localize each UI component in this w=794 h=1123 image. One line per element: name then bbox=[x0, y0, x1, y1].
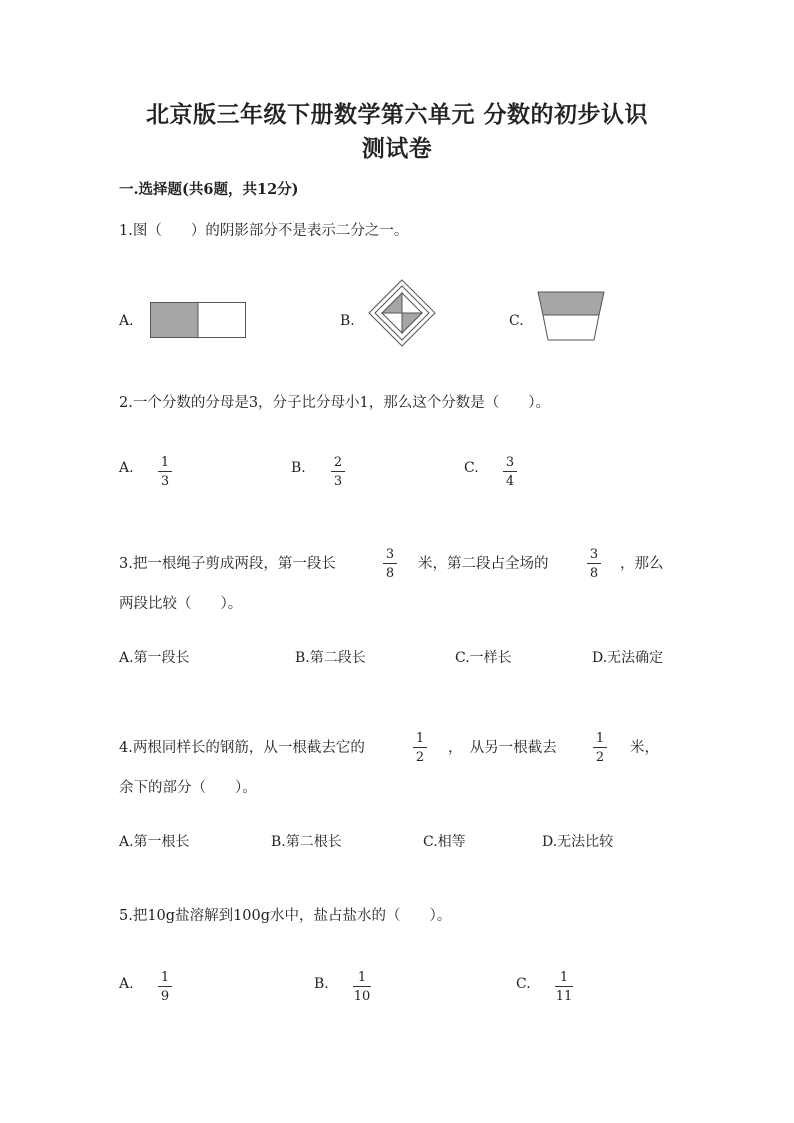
denominator: 8 bbox=[589, 566, 599, 581]
q4-option-a: A.第一根长 bbox=[119, 834, 190, 850]
q2-option-c-label: C. bbox=[464, 460, 479, 476]
q3-option-d: D.无法确定 bbox=[592, 650, 664, 666]
q3-fraction-1 bbox=[383, 548, 397, 580]
q4-option-c: C.相等 bbox=[423, 834, 466, 850]
denominator: 10 bbox=[353, 989, 371, 1004]
denominator: 3 bbox=[333, 474, 343, 489]
q3-option-a: A.第一段长 bbox=[119, 650, 190, 666]
question-3-text-b: 米，第二段占全场的 bbox=[418, 556, 549, 572]
q5-option-b-fraction bbox=[353, 971, 371, 1003]
question-5-text: 5.把10g盐溶解到100g水中，盐占盐水的（ ）。 bbox=[119, 908, 452, 924]
denominator: 9 bbox=[160, 989, 170, 1004]
q4-option-b: B.第二根长 bbox=[271, 834, 342, 850]
q2-option-c-fraction bbox=[503, 456, 517, 488]
q4-fraction-2 bbox=[593, 732, 607, 764]
q4-fraction-1 bbox=[413, 732, 427, 764]
q2-option-a-fraction bbox=[158, 456, 172, 488]
numerator: 1 bbox=[160, 970, 170, 985]
q5-option-c-label: C. bbox=[516, 976, 531, 992]
shaded-half bbox=[151, 303, 199, 338]
q1-option-b-label: B. bbox=[340, 313, 355, 329]
denominator: 11 bbox=[555, 989, 573, 1004]
numerator: 3 bbox=[385, 547, 395, 562]
q3-fraction-2 bbox=[587, 548, 601, 580]
q1-option-a-figure bbox=[150, 302, 246, 338]
question-3-text-c: ，那么 bbox=[620, 556, 664, 572]
page-subtitle: 测试卷 bbox=[361, 135, 433, 162]
question-3-text-a: 3.把一根绳子剪成两段，第一段长 bbox=[119, 556, 336, 572]
unshaded-half bbox=[198, 303, 246, 338]
numerator: 3 bbox=[505, 455, 515, 470]
question-3-text-line2: 两段比较（ ）。 bbox=[119, 596, 243, 612]
q5-option-c-fraction bbox=[555, 971, 573, 1003]
q1-option-a-label: A. bbox=[119, 313, 134, 329]
q5-option-a-label: A. bbox=[119, 976, 134, 992]
shaded-top bbox=[538, 292, 604, 315]
denominator: 2 bbox=[415, 750, 425, 765]
q2-option-a-label: A. bbox=[119, 460, 134, 476]
denominator: 8 bbox=[385, 566, 395, 581]
unshaded-bottom bbox=[543, 315, 599, 340]
q1-option-b-figure bbox=[368, 279, 436, 347]
section-heading: 一.选择题(共6题，共12分) bbox=[119, 181, 299, 198]
numerator: 3 bbox=[589, 547, 599, 562]
question-1-text: 1.图（ ）的阴影部分不是表示二分之一。 bbox=[119, 223, 409, 239]
q1-option-c-figure bbox=[537, 291, 605, 341]
q5-option-a-fraction bbox=[158, 971, 172, 1003]
q3-option-b: B.第二段长 bbox=[295, 650, 366, 666]
page-title: 北京版三年级下册数学第六单元 分数的初步认识 bbox=[145, 101, 648, 128]
q5-option-b-label: B. bbox=[314, 976, 329, 992]
numerator: 2 bbox=[333, 455, 343, 470]
numerator: 1 bbox=[559, 970, 569, 985]
q2-option-b-fraction bbox=[331, 456, 345, 488]
q4-option-d: D.无法比较 bbox=[542, 834, 614, 850]
question-2-text: 2.一个分数的分母是3，分子比分母小1，那么这个分数是（ ）。 bbox=[119, 395, 551, 411]
q2-option-b-label: B. bbox=[291, 460, 306, 476]
numerator: 1 bbox=[415, 731, 425, 746]
denominator: 3 bbox=[160, 474, 170, 489]
q3-option-c: C.一样长 bbox=[455, 650, 512, 666]
numerator: 1 bbox=[357, 970, 367, 985]
question-4-text-line2: 余下的部分（ ）。 bbox=[119, 780, 257, 796]
denominator: 2 bbox=[595, 750, 605, 765]
question-4-text-b: ， 从另一根截去 bbox=[448, 740, 557, 756]
q1-option-c-label: C. bbox=[509, 313, 524, 329]
denominator: 4 bbox=[505, 474, 515, 489]
numerator: 1 bbox=[595, 731, 605, 746]
question-4-text-a: 4.两根同样长的钢筋，从一根截去它的 bbox=[119, 740, 365, 756]
numerator: 1 bbox=[160, 455, 170, 470]
question-4-text-c: 米， bbox=[630, 740, 659, 756]
